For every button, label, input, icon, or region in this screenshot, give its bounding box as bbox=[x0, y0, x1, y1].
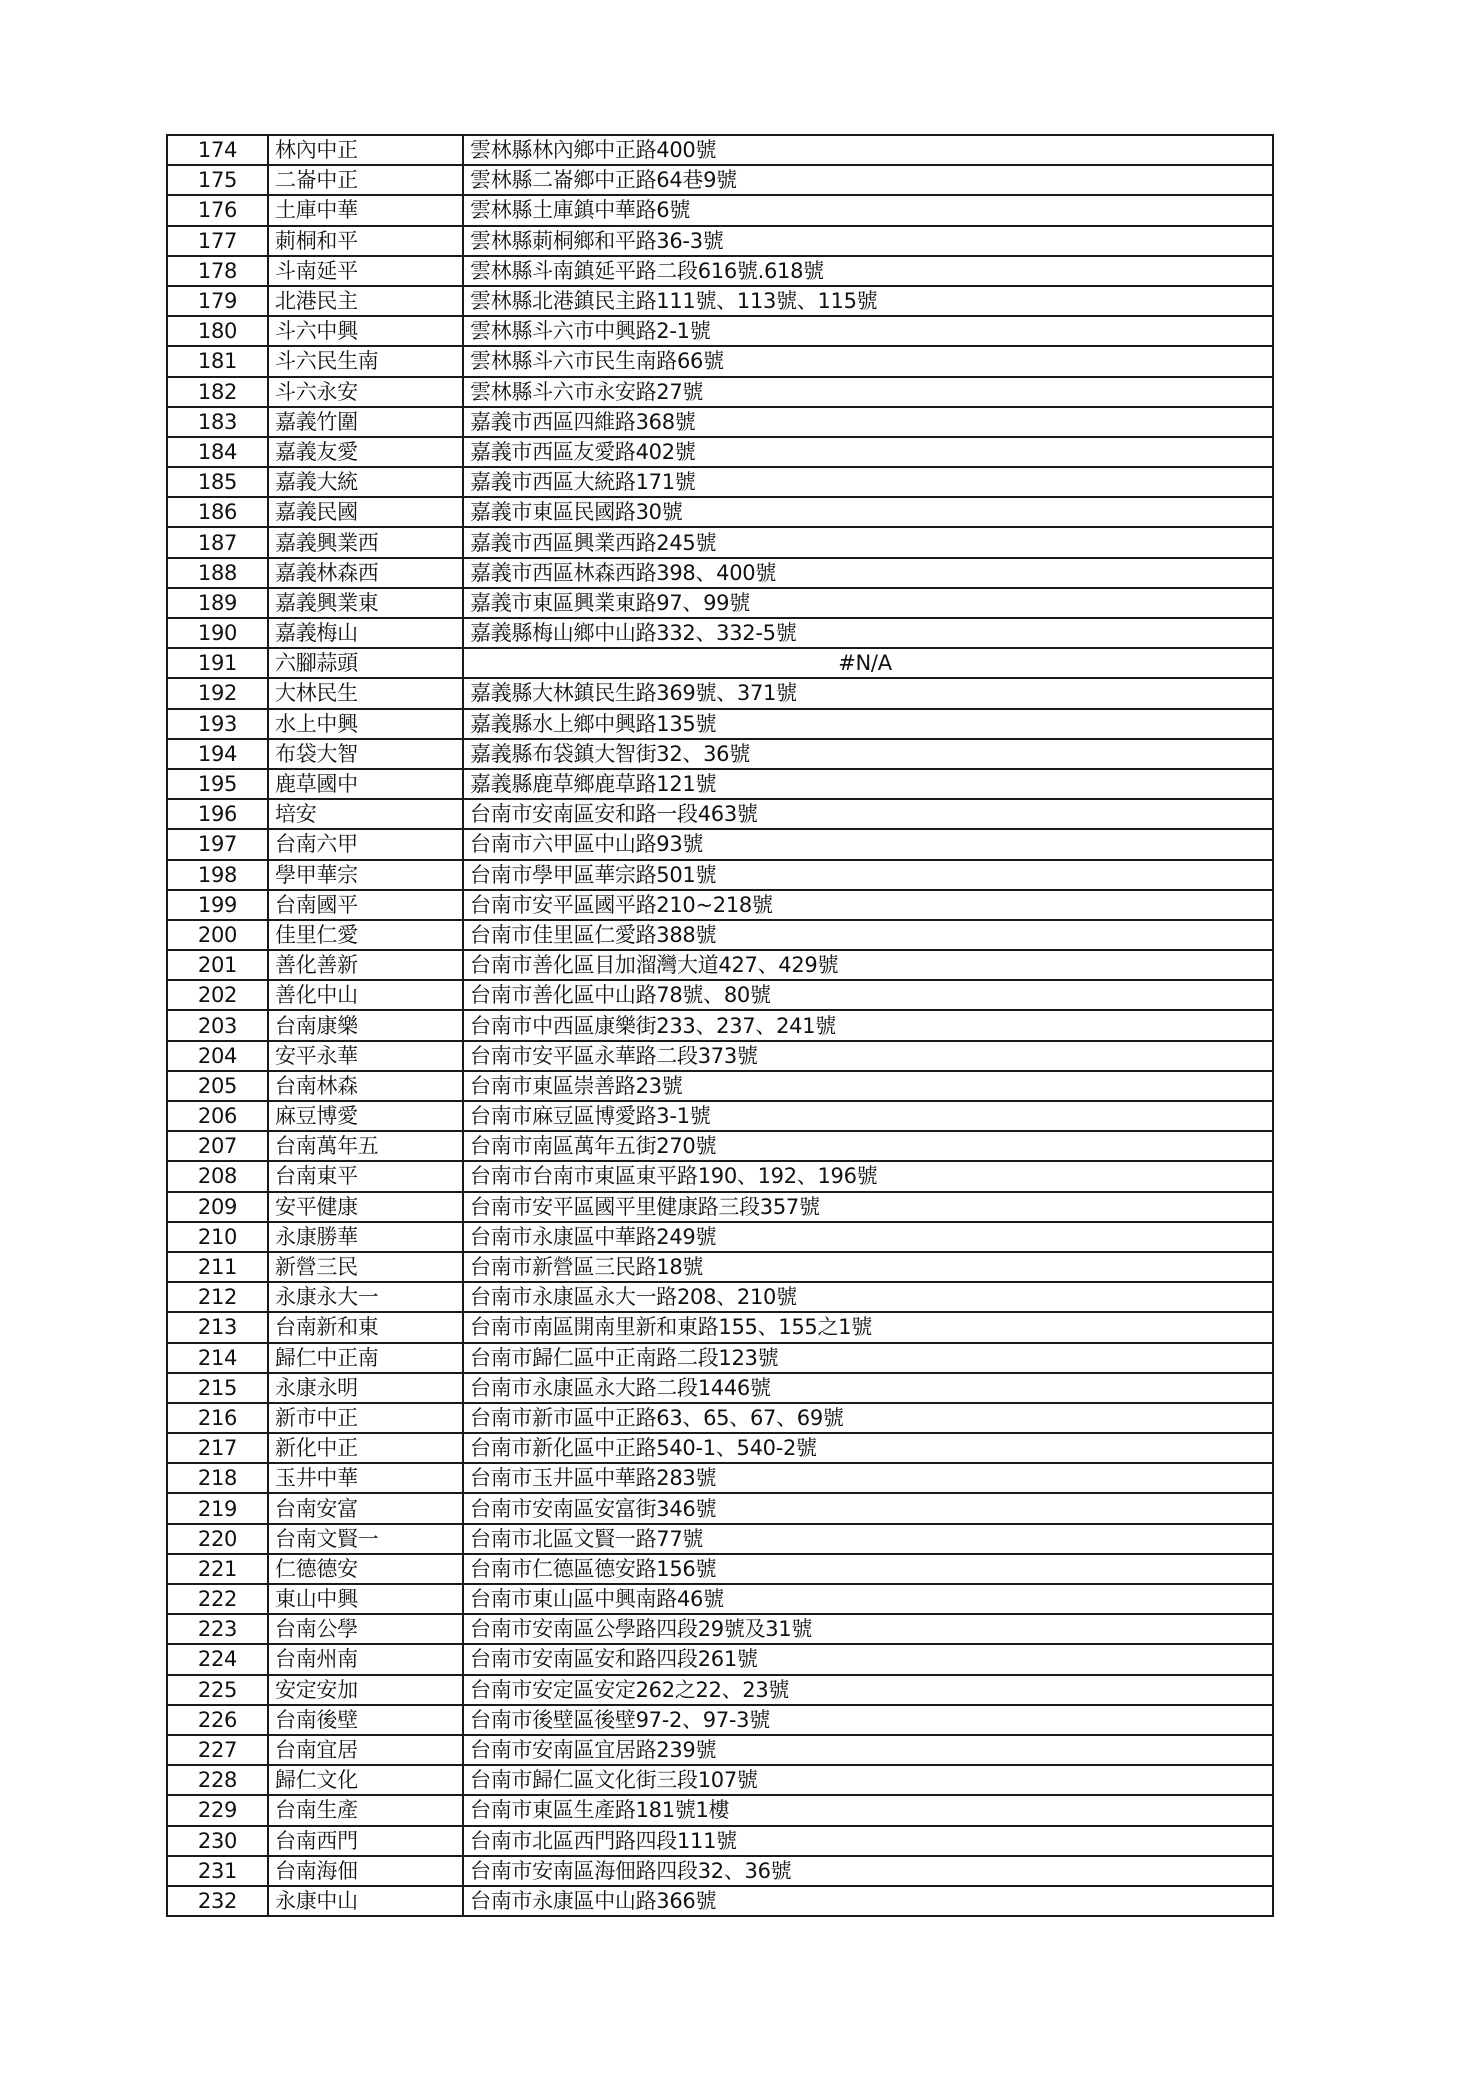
table-row bbox=[167, 980, 1273, 1010]
store-name-cell: 台南宜居 bbox=[268, 1735, 463, 1765]
table-row bbox=[167, 1554, 1273, 1584]
table-row bbox=[167, 678, 1273, 708]
row-number-cell: 187 bbox=[167, 527, 268, 557]
row-number-cell: 216 bbox=[167, 1403, 268, 1433]
row-number-cell: 191 bbox=[167, 648, 268, 678]
row-number-cell: 182 bbox=[167, 377, 268, 407]
address-cell: 台南市新營區三民路18號 bbox=[463, 1252, 1273, 1282]
address-cell: 台南市六甲區中山路93號 bbox=[463, 829, 1273, 859]
table-row bbox=[167, 377, 1273, 407]
table-row bbox=[167, 135, 1273, 165]
address-cell: 台南市佳里區仁愛路388號 bbox=[463, 920, 1273, 950]
row-number-cell: 207 bbox=[167, 1131, 268, 1161]
address-cell: 台南市安平區國平路210~218號 bbox=[463, 890, 1273, 920]
store-name-cell: 莿桐和平 bbox=[268, 226, 463, 256]
table-row bbox=[167, 1282, 1273, 1312]
table-row bbox=[167, 829, 1273, 859]
table-row bbox=[167, 165, 1273, 195]
table-row bbox=[167, 1856, 1273, 1886]
address-cell: 台南市善化區中山路78號、80號 bbox=[463, 980, 1273, 1010]
address-cell: 嘉義市東區民國路30號 bbox=[463, 497, 1273, 527]
address-cell: 台南市永康區永大路二段1446號 bbox=[463, 1373, 1273, 1403]
store-name-cell: 北港民主 bbox=[268, 286, 463, 316]
store-name-cell: 台南公學 bbox=[268, 1614, 463, 1644]
row-number-cell: 189 bbox=[167, 588, 268, 618]
store-name-cell: 斗六民生南 bbox=[268, 346, 463, 376]
table-row bbox=[167, 1010, 1273, 1040]
row-number-cell: 193 bbox=[167, 709, 268, 739]
store-name-cell: 麻豆博愛 bbox=[268, 1101, 463, 1131]
table-row bbox=[167, 527, 1273, 557]
table-row bbox=[167, 799, 1273, 829]
store-name-cell: 六腳蒜頭 bbox=[268, 648, 463, 678]
address-cell: 台南市永康區中山路366號 bbox=[463, 1886, 1273, 1916]
table-row bbox=[167, 890, 1273, 920]
table-row bbox=[167, 1614, 1273, 1644]
address-cell: 台南市安平區永華路二段373號 bbox=[463, 1041, 1273, 1071]
row-number-cell: 217 bbox=[167, 1433, 268, 1463]
row-number-cell: 175 bbox=[167, 165, 268, 195]
address-cell: 嘉義縣鹿草鄉鹿草路121號 bbox=[463, 769, 1273, 799]
store-address-table bbox=[166, 134, 1274, 1917]
address-cell: 台南市玉井區中華路283號 bbox=[463, 1463, 1273, 1493]
address-cell: 台南市安南區安和路四段261號 bbox=[463, 1644, 1273, 1674]
table-row bbox=[167, 1312, 1273, 1342]
address-cell: 雲林縣北港鎮民主路111號、113號、115號 bbox=[463, 286, 1273, 316]
table-row bbox=[167, 286, 1273, 316]
row-number-cell: 228 bbox=[167, 1765, 268, 1795]
address-cell: 嘉義市西區興業西路245號 bbox=[463, 527, 1273, 557]
store-name-cell: 新營三民 bbox=[268, 1252, 463, 1282]
store-name-cell: 嘉義興業西 bbox=[268, 527, 463, 557]
table-row bbox=[167, 648, 1273, 678]
store-name-cell: 新化中正 bbox=[268, 1433, 463, 1463]
table-row bbox=[167, 1161, 1273, 1191]
row-number-cell: 227 bbox=[167, 1735, 268, 1765]
address-cell: 台南市後壁區後壁97-2、97-3號 bbox=[463, 1705, 1273, 1735]
row-number-cell: 226 bbox=[167, 1705, 268, 1735]
address-cell: 台南市安南區宜居路239號 bbox=[463, 1735, 1273, 1765]
table-row bbox=[167, 346, 1273, 376]
table-row bbox=[167, 497, 1273, 527]
row-number-cell: 206 bbox=[167, 1101, 268, 1131]
address-cell: 台南市永康區永大一路208、210號 bbox=[463, 1282, 1273, 1312]
row-number-cell: 192 bbox=[167, 678, 268, 708]
table-row bbox=[167, 467, 1273, 497]
store-name-cell: 佳里仁愛 bbox=[268, 920, 463, 950]
address-cell: 雲林縣土庫鎮中華路6號 bbox=[463, 195, 1273, 225]
store-name-cell: 水上中興 bbox=[268, 709, 463, 739]
store-name-cell: 善化善新 bbox=[268, 950, 463, 980]
store-name-cell: 台南康樂 bbox=[268, 1010, 463, 1040]
address-cell: 台南市安南區安和路一段463號 bbox=[463, 799, 1273, 829]
address-cell: 雲林縣斗南鎮延平路二段616號.618號 bbox=[463, 256, 1273, 286]
store-name-cell: 東山中興 bbox=[268, 1584, 463, 1614]
row-number-cell: 183 bbox=[167, 407, 268, 437]
store-name-cell: 台南生產 bbox=[268, 1795, 463, 1825]
address-cell: 台南市安南區公學路四段29號及31號 bbox=[463, 1614, 1273, 1644]
store-name-cell: 安平永華 bbox=[268, 1041, 463, 1071]
row-number-cell: 232 bbox=[167, 1886, 268, 1916]
table-row bbox=[167, 1886, 1273, 1916]
address-cell: 台南市安定區安定262之22、23號 bbox=[463, 1675, 1273, 1705]
store-name-cell: 台南安富 bbox=[268, 1493, 463, 1523]
table-row bbox=[167, 1463, 1273, 1493]
store-name-cell: 仁德德安 bbox=[268, 1554, 463, 1584]
row-number-cell: 212 bbox=[167, 1282, 268, 1312]
table-row bbox=[167, 1795, 1273, 1825]
row-number-cell: 230 bbox=[167, 1826, 268, 1856]
address-cell: 台南市麻豆區博愛路3-1號 bbox=[463, 1101, 1273, 1131]
address-cell: 台南市仁德區德安路156號 bbox=[463, 1554, 1273, 1584]
row-number-cell: 219 bbox=[167, 1493, 268, 1523]
store-name-cell: 嘉義大統 bbox=[268, 467, 463, 497]
store-name-cell: 台南新和東 bbox=[268, 1312, 463, 1342]
table-row bbox=[167, 1192, 1273, 1222]
row-number-cell: 202 bbox=[167, 980, 268, 1010]
address-cell: 台南市善化區目加溜灣大道427、429號 bbox=[463, 950, 1273, 980]
table-row bbox=[167, 1524, 1273, 1554]
table-row bbox=[167, 1373, 1273, 1403]
row-number-cell: 205 bbox=[167, 1071, 268, 1101]
address-cell: 台南市中西區康樂街233、237、241號 bbox=[463, 1010, 1273, 1040]
row-number-cell: 195 bbox=[167, 769, 268, 799]
store-name-cell: 台南後壁 bbox=[268, 1705, 463, 1735]
address-cell: 台南市新市區中正路63、65、67、69號 bbox=[463, 1403, 1273, 1433]
store-name-cell: 安平健康 bbox=[268, 1192, 463, 1222]
address-cell: 台南市新化區中正路540-1、540-2號 bbox=[463, 1433, 1273, 1463]
row-number-cell: 188 bbox=[167, 558, 268, 588]
table-row bbox=[167, 1826, 1273, 1856]
store-name-cell: 永康勝華 bbox=[268, 1222, 463, 1252]
address-cell: 嘉義縣布袋鎮大智街32、36號 bbox=[463, 739, 1273, 769]
table-row bbox=[167, 860, 1273, 890]
table-row bbox=[167, 1644, 1273, 1674]
table-row bbox=[167, 1403, 1273, 1433]
store-name-cell: 台南海佃 bbox=[268, 1856, 463, 1886]
address-cell: 台南市學甲區華宗路501號 bbox=[463, 860, 1273, 890]
table-row bbox=[167, 920, 1273, 950]
row-number-cell: 224 bbox=[167, 1644, 268, 1674]
row-number-cell: 215 bbox=[167, 1373, 268, 1403]
row-number-cell: 200 bbox=[167, 920, 268, 950]
row-number-cell: 211 bbox=[167, 1252, 268, 1282]
address-cell: 雲林縣林內鄉中正路400號 bbox=[463, 135, 1273, 165]
address-cell: 嘉義市西區大統路171號 bbox=[463, 467, 1273, 497]
table-row bbox=[167, 1222, 1273, 1252]
row-number-cell: 209 bbox=[167, 1192, 268, 1222]
row-number-cell: 229 bbox=[167, 1795, 268, 1825]
table-row bbox=[167, 1765, 1273, 1795]
store-name-cell: 永康中山 bbox=[268, 1886, 463, 1916]
store-name-cell: 鹿草國中 bbox=[268, 769, 463, 799]
row-number-cell: 176 bbox=[167, 195, 268, 225]
store-name-cell: 學甲華宗 bbox=[268, 860, 463, 890]
address-cell: 嘉義市西區友愛路402號 bbox=[463, 437, 1273, 467]
address-na-cell: #N/A bbox=[463, 648, 1273, 678]
store-name-cell: 嘉義民國 bbox=[268, 497, 463, 527]
row-number-cell: 179 bbox=[167, 286, 268, 316]
address-cell: 雲林縣斗六市永安路27號 bbox=[463, 377, 1273, 407]
table-row bbox=[167, 256, 1273, 286]
table-row bbox=[167, 437, 1273, 467]
store-name-cell: 斗南延平 bbox=[268, 256, 463, 286]
address-cell: 嘉義縣大林鎮民生路369號、371號 bbox=[463, 678, 1273, 708]
table-row bbox=[167, 950, 1273, 980]
row-number-cell: 201 bbox=[167, 950, 268, 980]
table-row bbox=[167, 316, 1273, 346]
row-number-cell: 223 bbox=[167, 1614, 268, 1644]
table-row bbox=[167, 739, 1273, 769]
table-row bbox=[167, 558, 1273, 588]
row-number-cell: 208 bbox=[167, 1161, 268, 1191]
store-name-cell: 林內中正 bbox=[268, 135, 463, 165]
row-number-cell: 214 bbox=[167, 1343, 268, 1373]
row-number-cell: 222 bbox=[167, 1584, 268, 1614]
store-name-cell: 大林民生 bbox=[268, 678, 463, 708]
address-cell: 嘉義市西區林森西路398、400號 bbox=[463, 558, 1273, 588]
table-row bbox=[167, 195, 1273, 225]
row-number-cell: 218 bbox=[167, 1463, 268, 1493]
store-name-cell: 土庫中華 bbox=[268, 195, 463, 225]
address-cell: 嘉義市西區四維路368號 bbox=[463, 407, 1273, 437]
row-number-cell: 199 bbox=[167, 890, 268, 920]
table-row bbox=[167, 1041, 1273, 1071]
row-number-cell: 196 bbox=[167, 799, 268, 829]
address-cell: 台南市歸仁區中正南路二段123號 bbox=[463, 1343, 1273, 1373]
row-number-cell: 197 bbox=[167, 829, 268, 859]
store-name-cell: 二崙中正 bbox=[268, 165, 463, 195]
table-row bbox=[167, 709, 1273, 739]
store-name-cell: 斗六永安 bbox=[268, 377, 463, 407]
store-name-cell: 嘉義興業東 bbox=[268, 588, 463, 618]
store-name-cell: 台南東平 bbox=[268, 1161, 463, 1191]
row-number-cell: 190 bbox=[167, 618, 268, 648]
row-number-cell: 213 bbox=[167, 1312, 268, 1342]
store-name-cell: 嘉義友愛 bbox=[268, 437, 463, 467]
table-row bbox=[167, 1584, 1273, 1614]
store-name-cell: 培安 bbox=[268, 799, 463, 829]
address-cell: 雲林縣莿桐鄉和平路36-3號 bbox=[463, 226, 1273, 256]
row-number-cell: 204 bbox=[167, 1041, 268, 1071]
row-number-cell: 177 bbox=[167, 226, 268, 256]
address-cell: 嘉義市東區興業東路97、99號 bbox=[463, 588, 1273, 618]
store-name-cell: 新市中正 bbox=[268, 1403, 463, 1433]
address-cell: 雲林縣二崙鄉中正路64巷9號 bbox=[463, 165, 1273, 195]
table-row bbox=[167, 1493, 1273, 1523]
row-number-cell: 184 bbox=[167, 437, 268, 467]
address-cell: 嘉義縣水上鄉中興路135號 bbox=[463, 709, 1273, 739]
row-number-cell: 225 bbox=[167, 1675, 268, 1705]
store-name-cell: 永康永大一 bbox=[268, 1282, 463, 1312]
store-name-cell: 台南西門 bbox=[268, 1826, 463, 1856]
address-cell: 台南市北區文賢一路77號 bbox=[463, 1524, 1273, 1554]
table-body bbox=[167, 135, 1273, 1916]
address-cell: 台南市安南區安富街346號 bbox=[463, 1493, 1273, 1523]
table-row bbox=[167, 1131, 1273, 1161]
row-number-cell: 185 bbox=[167, 467, 268, 497]
address-cell: 台南市歸仁區文化街三段107號 bbox=[463, 1765, 1273, 1795]
store-name-cell: 台南六甲 bbox=[268, 829, 463, 859]
store-name-cell: 斗六中興 bbox=[268, 316, 463, 346]
table-row bbox=[167, 226, 1273, 256]
store-name-cell: 台南萬年五 bbox=[268, 1131, 463, 1161]
store-name-cell: 嘉義林森西 bbox=[268, 558, 463, 588]
address-cell: 台南市安南區海佃路四段32、36號 bbox=[463, 1856, 1273, 1886]
store-name-cell: 玉井中華 bbox=[268, 1463, 463, 1493]
table-row bbox=[167, 1101, 1273, 1131]
table-row bbox=[167, 1705, 1273, 1735]
store-name-cell: 台南文賢一 bbox=[268, 1524, 463, 1554]
table-row bbox=[167, 1735, 1273, 1765]
table-row bbox=[167, 1343, 1273, 1373]
table-row bbox=[167, 407, 1273, 437]
store-name-cell: 善化中山 bbox=[268, 980, 463, 1010]
store-name-cell: 台南州南 bbox=[268, 1644, 463, 1674]
address-cell: 嘉義縣梅山鄉中山路332、332-5號 bbox=[463, 618, 1273, 648]
table-row bbox=[167, 1433, 1273, 1463]
row-number-cell: 180 bbox=[167, 316, 268, 346]
address-cell: 台南市東山區中興南路46號 bbox=[463, 1584, 1273, 1614]
address-cell: 台南市安平區國平里健康路三段357號 bbox=[463, 1192, 1273, 1222]
store-name-cell: 安定安加 bbox=[268, 1675, 463, 1705]
store-name-cell: 布袋大智 bbox=[268, 739, 463, 769]
row-number-cell: 220 bbox=[167, 1524, 268, 1554]
table-row bbox=[167, 588, 1273, 618]
store-name-cell: 永康永明 bbox=[268, 1373, 463, 1403]
row-number-cell: 221 bbox=[167, 1554, 268, 1584]
address-cell: 台南市東區生產路181號1樓 bbox=[463, 1795, 1273, 1825]
address-cell: 台南市南區萬年五街270號 bbox=[463, 1131, 1273, 1161]
row-number-cell: 210 bbox=[167, 1222, 268, 1252]
address-cell: 台南市台南市東區東平路190、192、196號 bbox=[463, 1161, 1273, 1191]
row-number-cell: 231 bbox=[167, 1856, 268, 1886]
table-row bbox=[167, 618, 1273, 648]
row-number-cell: 181 bbox=[167, 346, 268, 376]
table-row bbox=[167, 1252, 1273, 1282]
address-cell: 雲林縣斗六市中興路2-1號 bbox=[463, 316, 1273, 346]
store-name-cell: 嘉義竹圍 bbox=[268, 407, 463, 437]
row-number-cell: 194 bbox=[167, 739, 268, 769]
address-cell: 台南市東區崇善路23號 bbox=[463, 1071, 1273, 1101]
address-cell: 雲林縣斗六市民生南路66號 bbox=[463, 346, 1273, 376]
store-name-cell: 台南國平 bbox=[268, 890, 463, 920]
table-row bbox=[167, 1071, 1273, 1101]
row-number-cell: 186 bbox=[167, 497, 268, 527]
address-cell: 台南市南區開南里新和東路155、155之1號 bbox=[463, 1312, 1273, 1342]
address-cell: 台南市北區西門路四段111號 bbox=[463, 1826, 1273, 1856]
row-number-cell: 178 bbox=[167, 256, 268, 286]
store-name-cell: 歸仁文化 bbox=[268, 1765, 463, 1795]
store-name-cell: 歸仁中正南 bbox=[268, 1343, 463, 1373]
row-number-cell: 198 bbox=[167, 860, 268, 890]
store-name-cell: 台南林森 bbox=[268, 1071, 463, 1101]
row-number-cell: 174 bbox=[167, 135, 268, 165]
store-name-cell: 嘉義梅山 bbox=[268, 618, 463, 648]
table-row bbox=[167, 1675, 1273, 1705]
row-number-cell: 203 bbox=[167, 1010, 268, 1040]
table-row bbox=[167, 769, 1273, 799]
address-cell: 台南市永康區中華路249號 bbox=[463, 1222, 1273, 1252]
